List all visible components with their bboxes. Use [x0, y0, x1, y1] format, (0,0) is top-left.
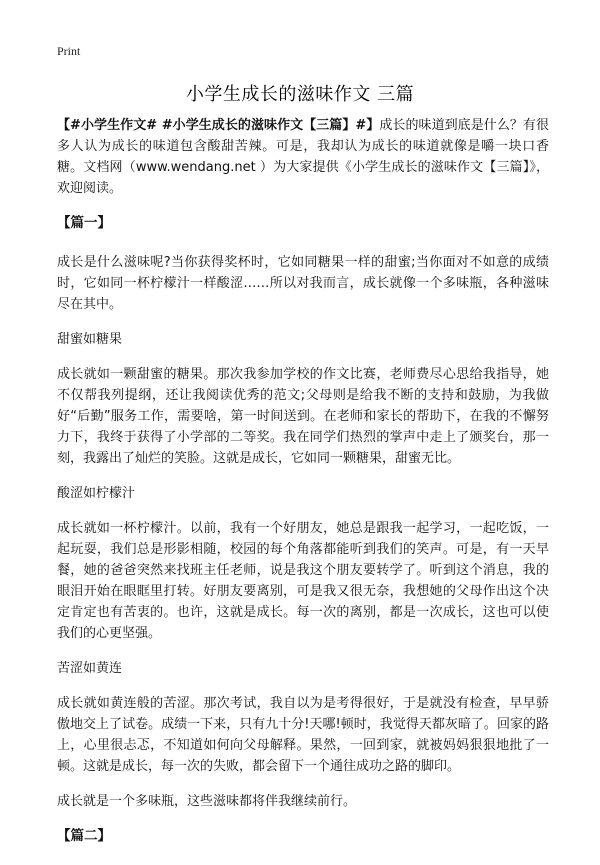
subheading-sour: 酸涩如柠檬汁	[57, 486, 136, 501]
subheading-sweet: 甜蜜如糖果	[57, 332, 123, 347]
paragraph-5: 成长就是一个多味瓶，这些滋味都将伴我继续前行。	[57, 794, 357, 809]
section-header-one: 【篇一】	[57, 215, 111, 231]
page-title: 小学生成长的滋味作文 三篇	[185, 84, 415, 105]
intro-text: 成长的味道到底是什么？有很多人认为成长的味道包含酸甜苦辣。可是，我却认为成长的味道就像是嚼一块口香糖。文档网（www.wendang.net ）为大家提供《小学生成长的滋味作文【三篇】》，欢迎阅读。	[57, 118, 549, 196]
print-label: Print	[57, 44, 81, 58]
subheading-bitter: 苦涩如黄连	[57, 661, 123, 676]
paragraph-2: 成长就如一颗甜蜜的糖果。那次我参加学校的作文比赛，老师费尽心思给我指导，她不仅帮我列提纲，还让我阅读优秀的范文;父母则是给我不断的支持和鼓励，为我做好“后勤”服务工作，需要啥，第一时间送到。在老师和家长的帮助下，在我的不懈努力下，我终于获得了小学部的二等奖。我在同学们热烈的掌声中走上了颁奖台，那一刻，我露出了灿烂的笑脸。这就是成长，它如同一颗糖果，甜蜜无比。	[57, 367, 549, 466]
paragraph-1: 成长是什么滋味呢?当你获得奖杯时，它如同糖果一样的甜蜜;当你面对不如意的成绩时，它如同一杯柠檬汁一样酸涩……所以对我而言，成长就像一个多味瓶，各种滋味尽在其中。	[57, 255, 549, 312]
paragraph-3: 成长就如一杯柠檬汁。以前，我有一个好朋友，她总是跟我一起学习，一起吃饭，一起玩耍，我们总是形影相随，校园的每个角落都能听到我们的笑声。可是，有一天早餐，她的爸爸突然来找班主任老师，说是我这个朋友要转学了。听到这个消息，我的眼泪开始在眼眶里打转。好朋友要离别，可是我又很无奈，我想她的父母作出这个决定肯定也有苦衷的。也许，这就是成长。每一次的离别，都是一次成长，这也可以使我们的心更坚强。	[57, 521, 549, 641]
intro-paragraph	[57, 115, 549, 199]
paragraph-4: 成长就如黄连般的苦涩。那次考试，我自以为是考得很好，于是就没有检查，早早骄傲地交上了试卷。成绩一下来，只有九十分!天哪!顿时，我觉得天都灰暗了。回家的路上，心里很忐忑，不知道如何向父母解释。果然，一回到家，就被妈妈狠狠地批了一顿。这就是成长，每一次的失败，都会留下一个通往成功之路的脚印。	[57, 696, 549, 774]
intro-tags: 【#小学生作文# #小学生成长的滋味作文【三篇】#】	[57, 118, 380, 133]
article-body	[57, 115, 549, 865]
section-header-two: 【篇二】	[57, 828, 111, 844]
